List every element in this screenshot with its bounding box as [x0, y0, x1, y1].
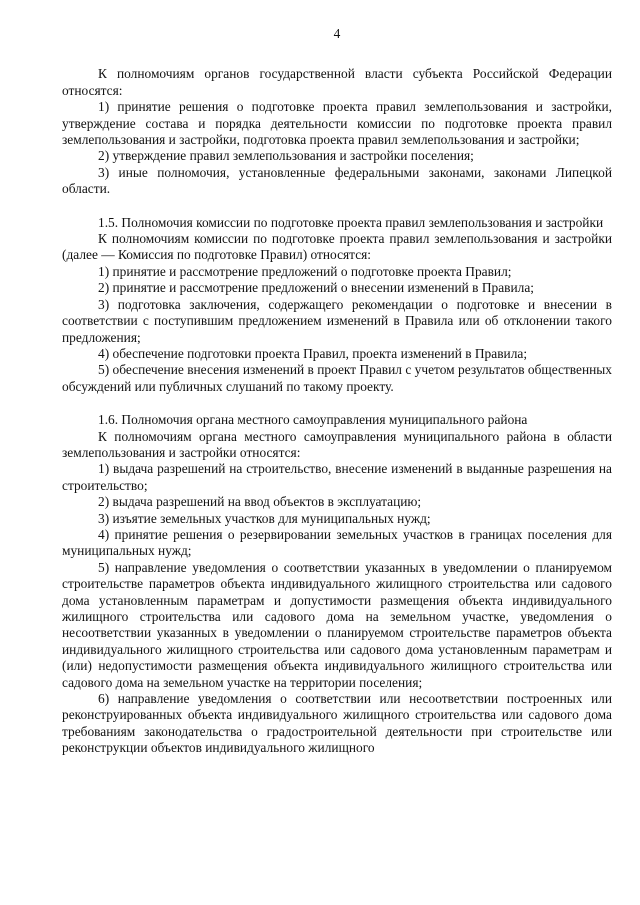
paragraph: 1) принятие и рассмотрение предложений о подготовке проекта Правил; [98, 263, 512, 279]
document-page [62, 26, 612, 757]
paragraph: К полномочиям органа местного самоуправления муниципального района в области землепользования и застройки относятся: [62, 428, 612, 460]
paragraph: 4) обеспечение подготовки проекта Правил, проекта изменений в Правила; [98, 345, 528, 361]
paragraph: 6) направление уведомления о соответствии или несоответствии построенных или реконструированных объекта индивидуального жилищного строительства или садового дома требованиям законодательства о градостроительной деятельности при строительстве или реконструкции объектов индивидуального жилищного [62, 691, 612, 756]
paragraph: 3) изъятие земельных участков для муниципальных нужд; [98, 510, 431, 526]
section-heading: 1.5. Полномочия комиссии по подготовке проекта правил землепользования и застройки [98, 214, 604, 230]
section-heading: 1.6. Полномочия органа местного самоуправления муниципального района [98, 412, 528, 428]
paragraph: 3) подготовка заключения, содержащего рекомендации о подготовке и внесении в соответствии с поступившим предложением изменений в Правила или об отклонении такого предложения; [62, 296, 612, 345]
section-gap [62, 395, 612, 412]
paragraph: 5) обеспечение внесения изменений в проект Правил с учетом результатов общественных обсуждений или публичных слушаний по такому проекту. [62, 362, 612, 394]
paragraph: 2) принятие и рассмотрение предложений о внесении изменений в Правила; [98, 280, 534, 296]
paragraph: 3) иные полномочия, установленные федеральными законами, законами Липецкой области. [62, 164, 612, 197]
section-gap [62, 198, 612, 215]
paragraph: 2) утверждение правил землепользования и застройки поселения; [98, 148, 474, 164]
page-number: 4 [333, 26, 341, 41]
paragraph: К полномочиям комиссии по подготовке проекта правил землепользования и застройки (далее — Комиссия по подготовке Правил) относятся: [62, 231, 612, 263]
paragraph: 2) выдача разрешений на ввод объектов в эксплуатацию; [98, 494, 422, 510]
paragraph: 1) выдача разрешений на строительство, внесение изменений в выданные разрешения на строительство; [62, 461, 612, 493]
paragraph: 1) принятие решения о подготовке проекта правил землепользования и застройки, утверждение состава и порядка деятельности комиссии по подготовке проекта правил землепользования и застройки, подготовка проекта правил землепользования и застройки; [62, 99, 612, 148]
paragraph: 5) направление уведомления о соответствии указанных в уведомлении о планируемом строительстве параметров объекта индивидуального жилищного строительства или садового дома установленным параметрам и допустимости размещения объекта индивидуального жилищного строительства или садового дома на земельном участке, уведомления о несоответствии указанных в уведомлении о планируемом строительстве параметров объекта индивидуального жилищного строительства или садового дома установленным параметрам и (или) недопустимости размещения объекта индивидуального жилищного строительства или садового дома на земельном участке на территории поселения; [62, 559, 612, 690]
paragraph: К полномочиям органов государственной власти субъекта Российской Федерации относятся: [62, 66, 612, 98]
paragraph: 4) принятие решения о резервировании земельных участков в границах поселения для муниципальных нужд; [62, 526, 612, 559]
